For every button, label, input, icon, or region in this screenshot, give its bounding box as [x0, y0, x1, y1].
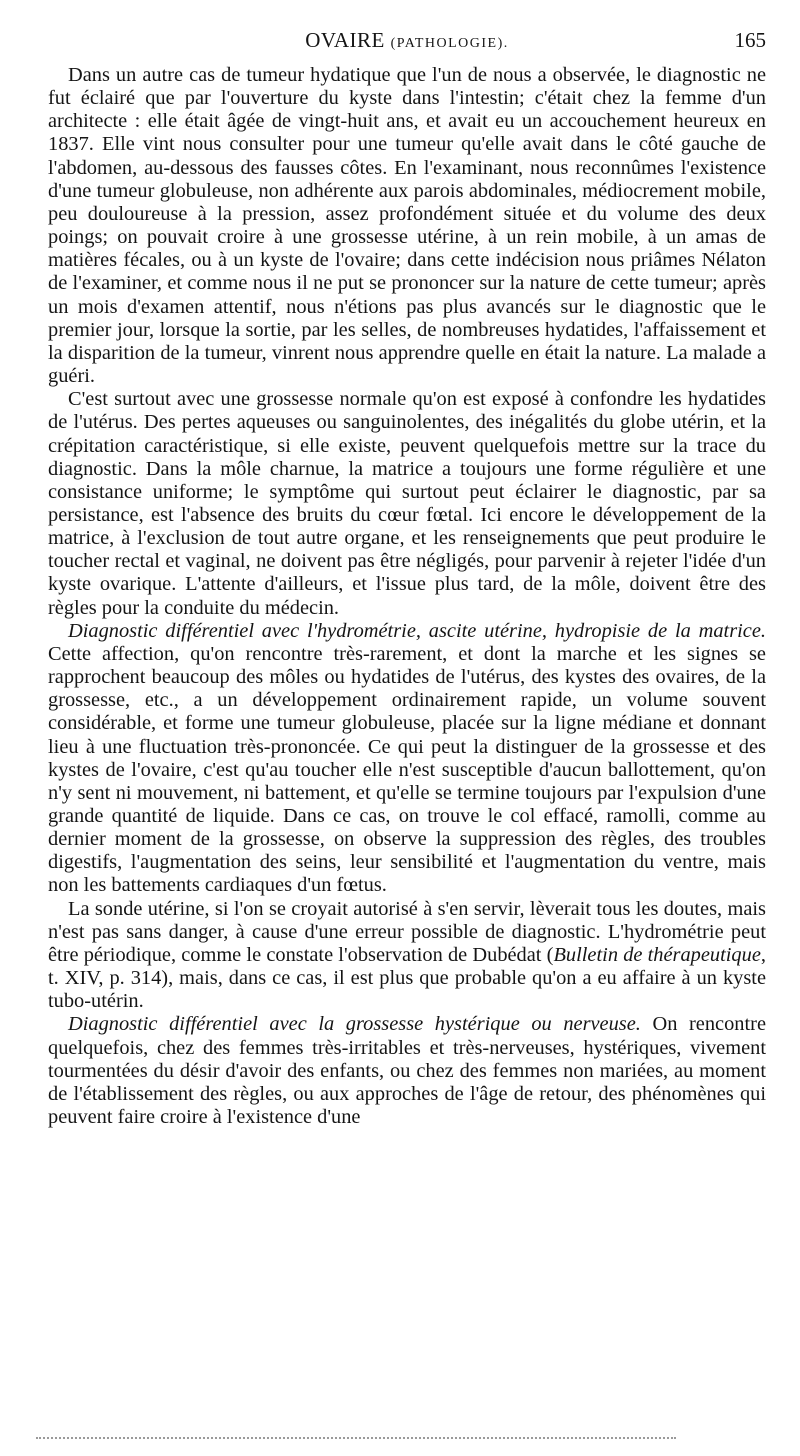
paragraph-text: La sonde utérine, si l'on se croyait autorisé à s'en servir, lèverait tous les doutes, mais n'est pas sans danger, à cause d'une erreur possible de diagnostic. L'hydrométrie peut être périodique, comme le constate l'observation de Dubédat (: [48, 897, 766, 966]
book-page: [48, 22, 766, 1129]
paragraph-text-continued: , t. XIV, p. 314), mais, dans ce cas, il est plus que probable qu'on a eu affaire à un kyste tubo-utérin.: [48, 943, 766, 1013]
paragraph-text: Dans un autre cas de tumeur hydatique que l'un de nous a observée, le diagnostic ne fut éclairé que par l'ouverture du kyste dans l'intestin; c'était chez la femme d'un architecte : elle était âgée de vingt-huit ans, et avait eu un accouchement heureux en 1837. Elle vint nous consulter pour une tumeur qu'elle avait dans le côté gauche de l'abdomen, au-dessous des fausses côtes. En l'examinant, nous reconnûmes l'existence d'une tumeur globuleuse, non adhérente aux parois abdominales, médiocrement mobile, peu douloureuse à la pression, assez profondément située et du volume des deux poings; on pouvait croire à une grossesse utérine, à un rein mobile, à un amas de matières fécales, ou à un kyste de l'ovaire; dans cette indécision nous priâmes Nélaton de l'examiner, et comme nous il ne put se prononcer sur la nature de cette tumeur; après un mois d'examen attentif, nous n'étions pas plus avancés sur le diagnostic que le premier jour, lorsque la sortie, par les selles, de nombreuses hydatides, l'affaissement et la disparition de la tumeur, vinrent nous apprendre quelle en était la nature. La malade a guéri.: [48, 64, 766, 388]
paragraph: [48, 898, 766, 1014]
running-title: [48, 28, 766, 53]
paragraph: [48, 388, 766, 620]
paragraph: [48, 1013, 766, 1129]
running-title-main: OVAIRE: [305, 28, 385, 52]
paragraph-text: Cette affection, qu'on rencontre très-rarement, et dont la marche et les signes se rapprochent beaucoup des môles ou hydatides de l'utérus, des kystes des ovaires, de la grossesse, etc., a un développement ordinairement rapide, un volume souvent considérable, et forme une tumeur globuleuse, placée sur la ligne médiane et donnant lieu à une fluctuation très-prononcée. Ce qui peut la distinguer de la grossesse et des kystes de l'ovaire, c'est qu'au toucher elle n'est susceptible d'aucun ballottement, qu'on n'y sent ni mouvement, ni battement, et qu'elle se termine toujours par l'expulsion d'une grande quantité de liquide. Dans ce cas, on trouve le col effacé, ramolli, comme au dernier moment de la grossesse, on observe la suppression des règles, des troubles digestifs, l'augmentation des seins, leur sensibilité et l'augmentation du ventre, mais non les battements cardiaques d'un fœtus.: [48, 642, 766, 897]
footer-dotted-rule: [36, 1437, 676, 1439]
paragraph: [48, 64, 766, 388]
body-text: [48, 64, 766, 1129]
paragraph-text: On rencontre quelquefois, chez des femmes très-irritables et très-nerveuses, hystériques, vivement tourmentées du désir d'avoir des enfants, ou chez des femmes non mariées, au moment de l'établissement des règles, ou aux approches de l'âge de retour, des phénomènes qui peuvent faire croire à l'existence d'une: [48, 1013, 766, 1129]
page-number: 165: [734, 28, 766, 52]
paragraph-text: C'est surtout avec une grossesse normale qu'on est exposé à confondre les hydatides de l'utérus. Des pertes aqueuses ou sanguinolentes, des inégalités du globe utérin, et la crépitation caractéristique, si elle existe, peuvent quelquefois mettre sur la trace du diagnostic. Dans la môle charnue, la matrice a toujours une forme régulière et une consistance uniforme; le symptôme qui surtout peut éclairer le diagnostic, par sa persistance, est l'absence des bruits du cœur fœtal. Ici encore le développement de la matrice, à l'exclusion de tout autre organe, et les renseignements que peut produire le toucher rectal et vaginal, ne doivent pas être négligés, pour parvenir à rejeter l'idée d'un kyste ovarique. L'attente d'ailleurs, et l'issue plus tard, de la môle, doivent être des règles pour la conduite du médecin.: [48, 388, 766, 619]
running-head: [48, 22, 766, 56]
section-heading-grossesse-hysterique: Diagnostic différentiel avec la grossesse hystérique ou nerveuse.: [68, 1013, 641, 1036]
paragraph: [48, 620, 766, 898]
citation-title: Bulletin de thérapeutique: [553, 943, 761, 966]
running-title-sub: (PATHOLOGIE).: [390, 36, 509, 51]
section-heading-hydrometrie: Diagnostic différentiel avec l'hydrométrie, ascite utérine, hydropisie de la matrice.: [68, 619, 766, 642]
